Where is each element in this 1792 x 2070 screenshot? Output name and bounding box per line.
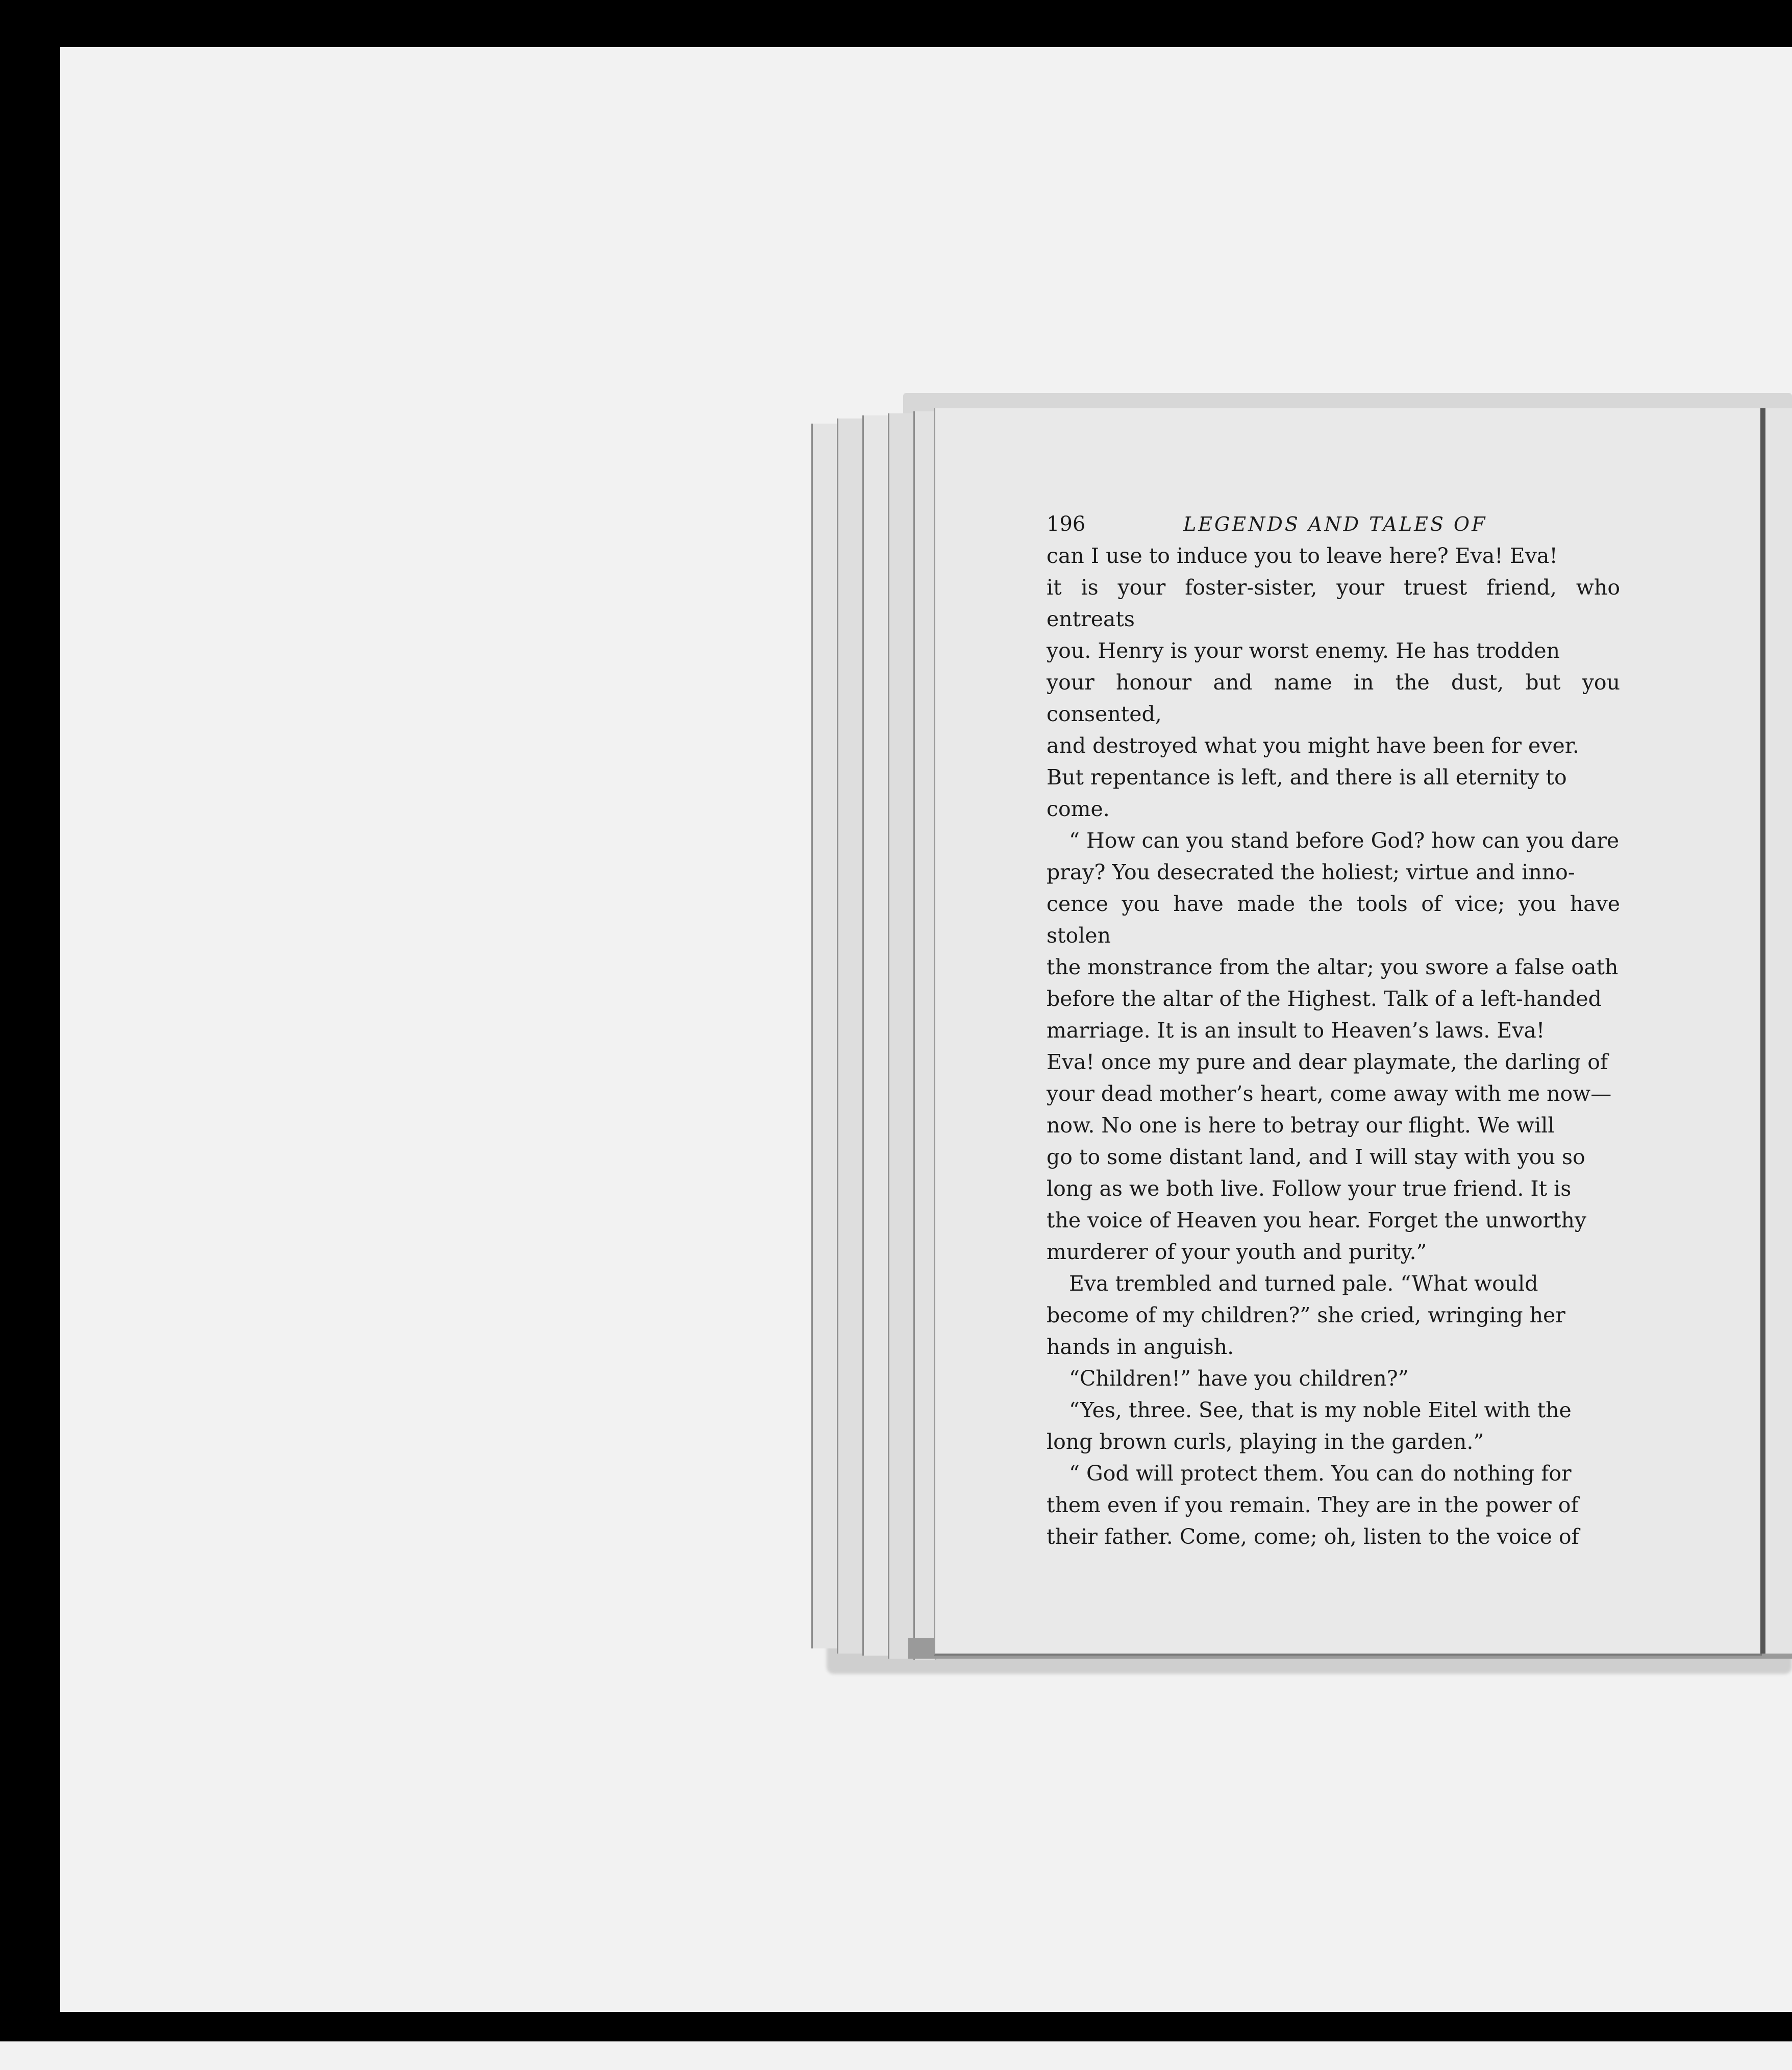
text-line: Eva! once my pure and dear playmate, the darling of [1047, 1050, 1608, 1074]
body-text [1047, 540, 1620, 1552]
running-head-title: LEGENDS AND TALES OF [1183, 513, 1487, 535]
text-line: “ How can you stand before God? how can you dare [1069, 828, 1620, 853]
text-line: “ God will protect them. You can do nothing for [1069, 1461, 1572, 1486]
text-line: come. [1047, 797, 1110, 821]
scan-bottom-strip [0, 2041, 1792, 2070]
text-line: But repentance is left, and there is all eternity to [1047, 765, 1567, 790]
book-page [934, 408, 1762, 1656]
text-line: it is your foster-sister, your truest friend, who entreats [1047, 575, 1620, 631]
text-line: murderer of your youth and purity.” [1047, 1240, 1427, 1264]
text-line: their father. Come, come; oh, listen to the voice of [1047, 1524, 1579, 1549]
book-gutter [1760, 408, 1765, 1654]
facing-page-edge [1765, 408, 1792, 1654]
text-line: and destroyed what you might have been for ever. [1047, 733, 1579, 758]
text-line: long brown curls, playing in the garden.” [1047, 1430, 1484, 1454]
text-line: the monstrance from the altar; you swore a false oath [1047, 955, 1619, 979]
paragraph [1047, 1268, 1620, 1363]
paragraph [1047, 1458, 1620, 1552]
text-line: Eva trembled and turned pale. “What would [1069, 1271, 1538, 1296]
text-line: go to some distant land, and I will stay with you so [1047, 1145, 1585, 1169]
text-line: can I use to induce you to leave here? Eva! Eva! [1047, 544, 1558, 568]
paragraph [1047, 1394, 1620, 1458]
paragraph [1047, 825, 1620, 1268]
text-line: pray? You desecrated the holiest; virtue and inno- [1047, 860, 1575, 884]
text-line: before the altar of the Highest. Talk of a left-handed [1047, 987, 1602, 1011]
text-line: them even if you remain. They are in the power of [1047, 1493, 1579, 1517]
text-line: “Children!” have you children?” [1069, 1366, 1409, 1391]
text-line: now. No one is here to betray our flight. We will [1047, 1113, 1555, 1138]
text-line: become of my children?” she cried, wringing her [1047, 1303, 1565, 1327]
text-line: “Yes, three. See, that is my noble Eitel with the [1069, 1398, 1572, 1422]
text-line: you. Henry is your worst enemy. He has trodden [1047, 638, 1560, 663]
text-line: hands in anguish. [1047, 1335, 1234, 1359]
paragraph [1047, 1363, 1620, 1394]
text-line: long as we both live. Follow your true friend. It is [1047, 1176, 1572, 1201]
open-book [811, 408, 1792, 1669]
text-line: marriage. It is an insult to Heaven’s laws. Eva! [1047, 1018, 1545, 1043]
running-head [1047, 508, 1620, 540]
text-line: your honour and name in the dust, but you consented, [1047, 670, 1620, 726]
text-line: your dead mother’s heart, come away with me now— [1047, 1081, 1612, 1106]
text-line: cence you have made the tools of vice; you have stolen [1047, 892, 1620, 948]
page-edge [913, 411, 936, 1660]
page-number: 196 [1047, 512, 1086, 536]
paragraph [1047, 540, 1620, 825]
page-text-block [1047, 508, 1620, 1552]
text-line: the voice of Heaven you hear. Forget the unworthy [1047, 1208, 1587, 1233]
